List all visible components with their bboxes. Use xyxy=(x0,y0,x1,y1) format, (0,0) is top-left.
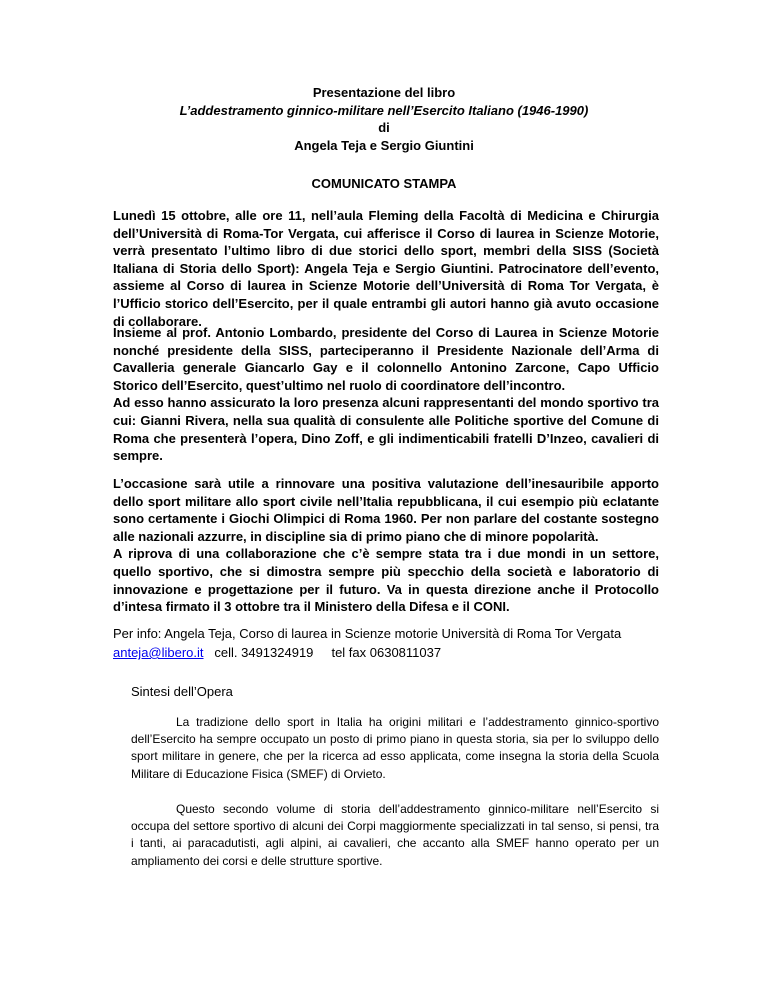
press-paragraph: Lunedì 15 ottobre, alle ore 11, nell’aula Fleming della Facoltà di Medicina e Chirurgia dell’Università di Roma-Tor Vergata, cui afferisce il Corso di laurea in Scienze Motorie, verrà presentato l’ultimo libro di due storici dello sport, membri della SISS (Società Italiana di Storia dello Sport): Angela Teja e Sergio Giuntini. Patrocinatore dell’evento, assieme al Corso di laurea in Scienze Motorie dell’Università di Roma Tor Vergata, è l’Ufficio storico dell’Esercito, per il quale entrambi gli autori hanno già avuto occasione di collaborare. xyxy=(113,208,659,329)
email-link[interactable]: anteja@libero.it xyxy=(113,645,204,660)
cell-number: cell. 3491324919 xyxy=(214,645,314,660)
press-paragraph: Ad esso hanno assicurato la loro presenza alcuni rappresentanti del mondo sportivo tra cui: Gianni Rivera, nella sua qualità di consulente alle Politiche sportive del Comune di Roma che presenterà l’opera, Dino Zoff, e gli indimenticabili fratelli D’Inzeo, cavalieri di sempre. xyxy=(113,395,659,464)
synthesis-title: Sintesi dell’Opera xyxy=(131,684,233,699)
authors: Angela Teja e Sergio Giuntini xyxy=(294,137,474,153)
header-line-1: Presentazione del libro xyxy=(312,85,456,100)
book-title: L’addestramento ginnico-militare nell’Esercito Italiano (1946-1990) xyxy=(179,102,589,118)
synthesis-paragraph-1 xyxy=(131,714,659,783)
synthesis-text: Questo secondo volume di storia dell’addestramento ginnico-militare nell’Esercito si occupa del settore sportivo di alcuni dei Corpi maggiormente specializzati in tal senso, si pensi, tra i tanti, ai paracadutisti, agli alpini, ai cavalieri, che accanto alla SMEF hanno operato per un ampliamento dei corsi e delle strutture sportive. xyxy=(131,802,659,868)
press-paragraph: Insieme al prof. Antonio Lombardo, presidente del Corso di Laurea in Scienze Motorie nonché presidente della SISS, parteciperanno il Presidente Nazionale dell’Arma di Cavalleria generale Giancarlo Gay e il colonnello Antonino Zarcone, Capo Ufficio Storico dell’Esercito, quest’ultimo nel ruolo di coordinatore dell’incontro. xyxy=(113,325,659,393)
contact-details xyxy=(113,643,673,662)
contact-line: Per info: Angela Teja, Corso di laurea in Scienze motorie Università di Roma Tor Vergata xyxy=(113,626,622,641)
synthesis-paragraph-2 xyxy=(131,801,659,870)
press-paragraph-3-block xyxy=(113,475,659,616)
press-paragraph-2-block xyxy=(113,324,659,465)
contact-info xyxy=(113,624,673,662)
synthesis-text: La tradizione dello sport in Italia ha origini militari e l’addestramento ginnico-sportivo dell’Esercito ha sempre occupato un posto di primo piano in questa storia, sia per lo sviluppo dello sport militare in genere, che per la ricerca ad esso applicata, come insegna la storia della Scuola Militare di Educazione Fisica (SMEF) di Orvieto. xyxy=(131,715,659,781)
press-paragraph: A riprova di una collaborazione che c’è sempre stata tra i due mondi in un settore, quello sportivo, che si dimostra sempre più specchio della società e laboratorio di innovazione e progettazione per il futuro. Va in questa direzione anche il Protocollo d’intesa firmato il 3 ottobre tra il Ministero della Difesa e il CONI. xyxy=(113,546,659,615)
press-paragraph-1-block xyxy=(113,207,659,330)
press-paragraph: L’occasione sarà utile a rinnovare una positiva valutazione dell’inesauribile apporto dello sport militare allo sport civile nell’Italia repubblicana, il cui esempio più eclatante sono certamente i Giochi Olimpici di Roma 1960. Per non parlare del costante sostegno alle nazionali azzurre, in discipline sia di primo piano che di minore popolarità. xyxy=(113,476,659,544)
header-line-3: di xyxy=(378,120,390,135)
fax-number: tel fax 0630811037 xyxy=(331,645,442,660)
press-release-heading: COMUNICATO STAMPA xyxy=(311,176,457,191)
document-header xyxy=(0,84,768,154)
